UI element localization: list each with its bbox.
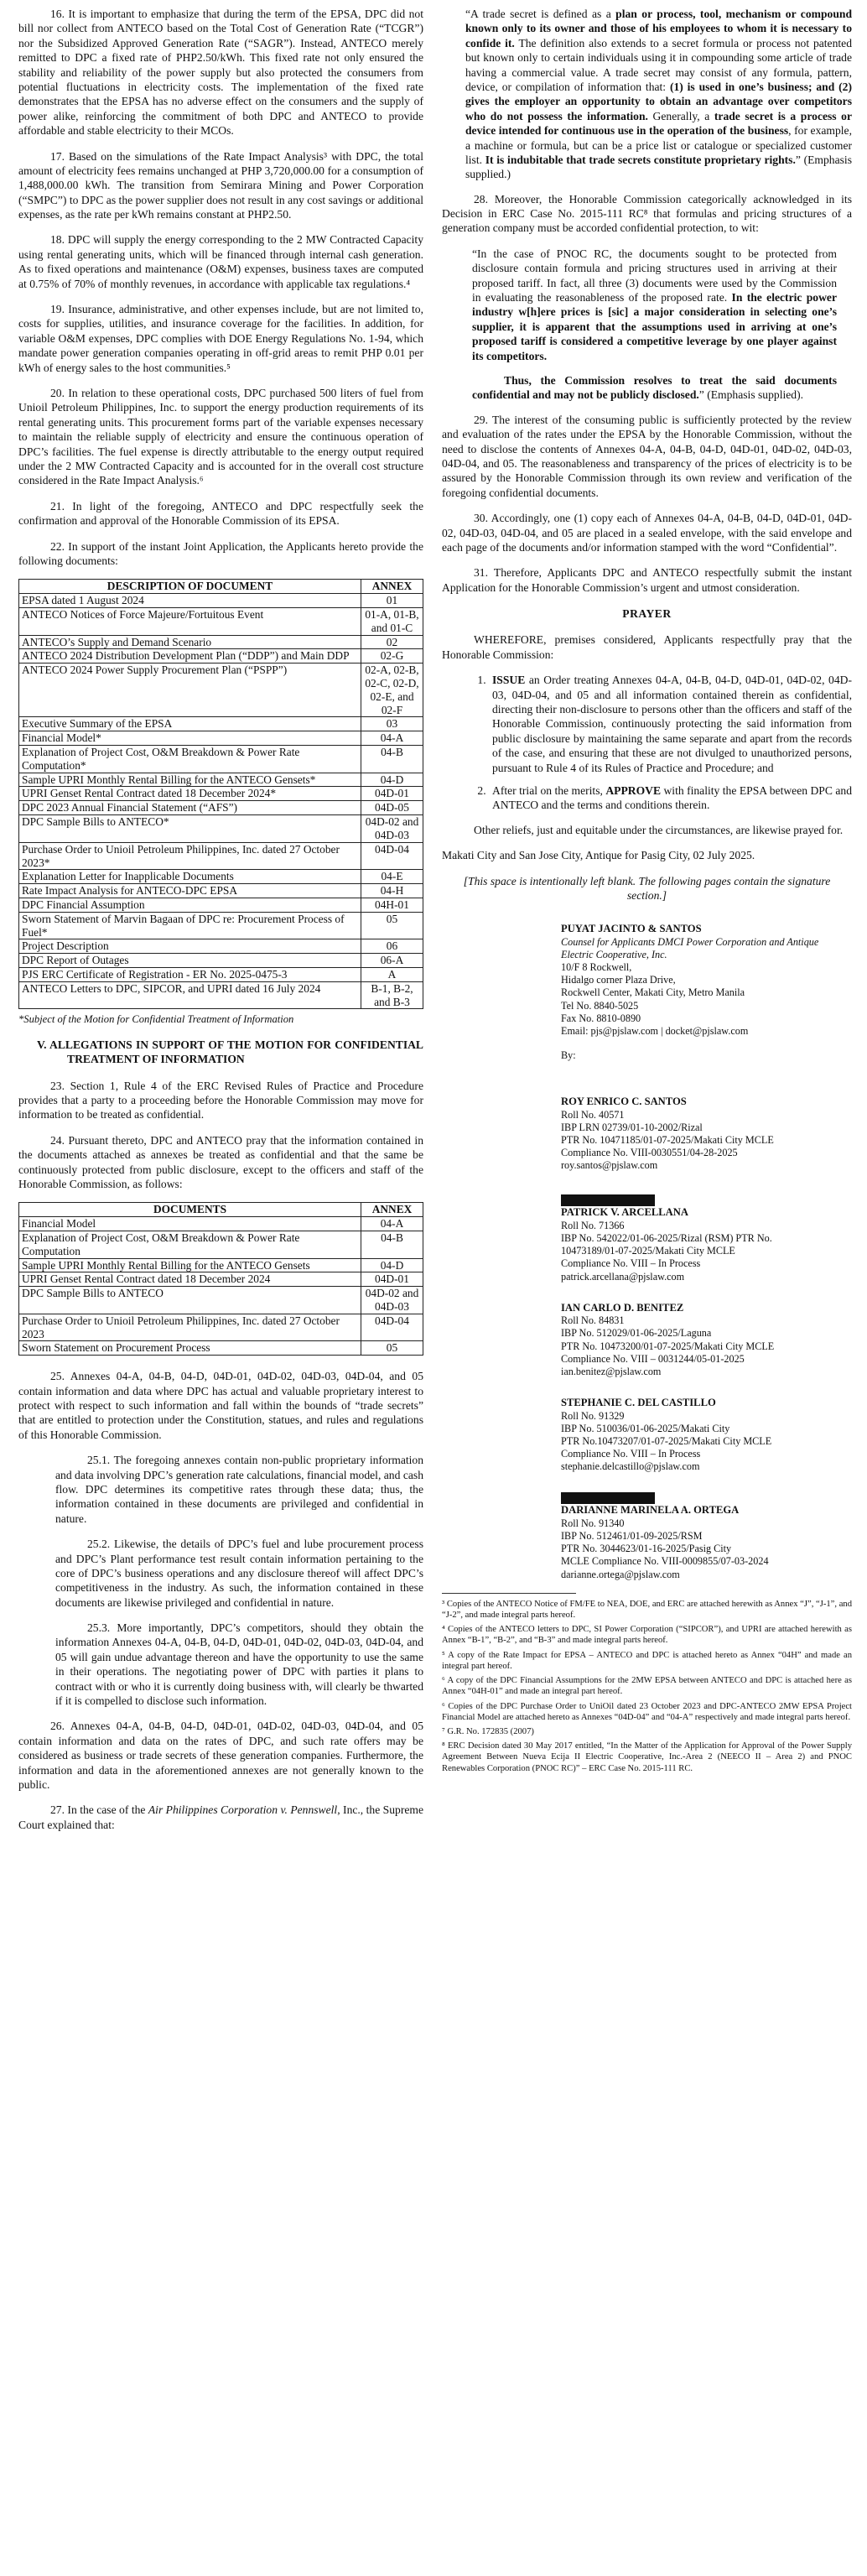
document-description: Sample UPRI Monthly Rental Billing for the ANTECO Gensets* [19,773,361,787]
table-row [19,912,423,939]
table-row [19,954,423,968]
prayer-list [489,673,852,813]
signatory-name: STEPHANIE C. DEL CASTILLO [561,1396,716,1408]
table-header: DOCUMENTS [19,1203,361,1217]
prayer-item-text: with finality the EPSA between DPC and ANTECO and the terms and conditions therein. [492,783,852,812]
paragraph-22: 22. In support of the instant Joint Application, the Applicants hereto provide the following documents: [18,539,423,567]
prayer-item-text: After trial on the merits, [492,783,606,797]
footnote: ⁷ G.R. No. 172835 (2007) [442,1726,534,1736]
signatory-detail: MCLE Compliance No. VIII-0009855/07-03-2024 [561,1555,769,1568]
footnote: ³ Copies of the ANTECO Notice of FM/FE to NEA, DOE, and ERC are attached herewith as Annex “J”, “J-1”, and “J-2”, and made integral parts hereof. [442,1599,852,1620]
table-row [19,664,423,717]
quote-text: ” (Emphasis supplied). [698,388,804,402]
table-row [19,981,423,1009]
firm-address-line: Tel No. 8840-5025 [561,999,639,1012]
by-label: By: [561,1049,576,1061]
firm-address-line: Email: pjs@pjslaw.com | docket@pjslaw.com [561,1024,749,1037]
table-row [19,787,423,801]
annex-code: 04-H [361,884,423,898]
table-row [19,746,423,773]
signatory-detail: IBP No. 510036/01-06-2025/Makati City [561,1422,730,1434]
annex-code: 04-B [361,1231,423,1258]
table-row [19,1258,423,1272]
paragraph-21: 21. In light of the foregoing, ANTECO and DPC respectfully seek the confirmation and approval of the Honorable Commission of its EPSA. [18,499,423,528]
paragraph-26: 26. Annexes 04-A, 04-B, 04-D, 04D-01, 04D-02, 04D-03, 04D-04, and 05 contain information and data on the rates of DPC, and such rate offers may be considered as business or trade secrets of these generation companies. Furthermore, the information and data in the aforementioned annexes are not generally known to the public. [18,1720,423,1791]
document-description: Rate Impact Analysis for ANTECO-DPC EPSA [19,884,361,898]
quote-text: “A trade secret is defined as a [465,8,616,20]
firm-name: PUYAT JACINTO & SANTOS [561,923,702,935]
paragraph-27 [18,1803,423,1832]
table-row [19,635,423,649]
signatory-detail: IBP No. 512461/01-09-2025/RSM [561,1530,703,1543]
paragraph-30: 30. Accordingly, one (1) copy each of Annexes 04-A, 04-B, 04-D, 04D-01, 04D-02, 04D-03, 04D-04, and 05 are placed in a sealed envelope, with the said envelope and each page of the documents and/or information stamped with the word “Confidential”. [442,512,852,554]
table-row [19,898,423,912]
signatory-detail: darianne.ortega@pjslaw.com [561,1568,680,1580]
annex-code: 04D-01 [361,787,423,801]
left-column [18,7,423,1843]
footnote-list [442,1599,852,1774]
firm-address-line: Hidalgo corner Plaza Drive, [561,974,676,986]
document-description: EPSA dated 1 August 2024 [19,594,361,608]
quote-bold: trade secret is a process or device intended for continuous use in the operation of the business [465,109,853,138]
annex-code: 06-A [361,954,423,968]
document-description: DPC Sample Bills to ANTECO* [19,815,361,843]
document-description: DPC 2023 Annual Financial Statement (“AFS”) [19,801,361,815]
signatory-detail: Roll No. 91340 [561,1517,625,1529]
counsel-line: Counsel for Applicants DMCI Power Corporation and Antique Electric Cooperative, Inc. [561,935,819,961]
document-description: Financial Model* [19,731,361,746]
confidential-documents-table [18,1202,423,1356]
table-row [19,649,423,664]
annex-code: 04D-04 [361,842,423,870]
signatory-detail: PTR No. 10473200/01-07-2025/Makati City MCLE [561,1340,775,1352]
signature-blocks [442,1095,852,1581]
signatory-detail: stephanie.delcastillo@pjslaw.com [561,1460,700,1473]
quote-text: , for example, a machine or formula, but can be a price list or catalogue or specialized customer list. [465,124,852,166]
paragraph-27-text-end: , Inc., the Supreme Court explained that: [18,1803,423,1831]
table-row [19,1272,423,1287]
prayer-item-2 [489,783,852,813]
annex-code: 02-A, 02-B, 02-C, 02-D, 02-E, and 02-F [361,664,423,717]
annex-code: 04-E [361,870,423,884]
signatory-detail: IBP No. 512029/01-06-2025/Laguna [561,1327,712,1340]
paragraph-29: 29. The interest of the consuming public is sufficiently protected by the review and evaluation of the rates under the EPSA by the Honorable Commission, without the need to disclose the contents of Annexes 04-A, 04-B, 04-D, 04D-01, 04D-02, 04D-03, 04D-04, and 05. The reasonableness and transparency of the prices of electricity is to be assured by the Honorable Commission through its own review and verification of the foregoing confidential documents. [442,413,852,499]
annex-code: 01 [361,594,423,608]
prayer-item-text: an Order treating Annexes 04-A, 04-B, 04-D, 04D-01, 04D-02, 04D-03, 04D-04, and 05 and all information contained therein as confidential, directing their non-disclosure to persons other than the officers and staff of the Honorable Commission, continuously protecting the said information from public disclosure by maintaining the same separate and apart from the records of the case, and ensuring that these are not divulged to unauthorized persons, pursuant to Rule 4 of its Rules of Practice and Procedure; and [492,674,852,774]
paragraph-25: 25. Annexes 04-A, 04-B, 04-D, 04D-01, 04D-02, 04D-03, 04D-04, and 05 contain information and data where DPC has actual and valuable proprietary interest to protect with respect to such information and fall within the bounds of “trade secrets” that are entitled to protection under the Constitution, statues, and rules and regulations of this Honorable Commission. [18,1370,423,1441]
annex-code: 04-D [361,1258,423,1272]
paragraph-16: 16. It is important to emphasize that during the term of the EPSA, DPC did not bill nor collect from ANTECO based on the Total Cost of Generation Rate (“TCGR”) nor the Subsidized Approved Generation Rate (“SAGR”). Instead, ANTECO merely remitted to DPC a fixed rate of PHP2.50/kWh. This fixed rate not only ensured the stability and reliability of the power supply but also protected the consumers from potential fluctuations in electricity costs. The implementation of the fixed rate demonstrates that the EPSA has no adverse effect on the consumers and the supply of power alike, reinforcing the commitment of both DPC and ANTECO to provide affordable and stable electricity to their MCOs. [18,8,423,138]
annex-code: A [361,968,423,982]
firm-address-line: Fax No. 8810-0890 [561,1012,641,1024]
document-description: ANTECO Notices of Force Majeure/Fortuitous Event [19,607,361,635]
document-description: ANTECO’s Supply and Demand Scenario [19,635,361,649]
annex-code: 02 [361,635,423,649]
section-heading-v: V. ALLEGATIONS IN SUPPORT OF THE MOTION FOR CONFIDENTIAL TREATMENT OF INFORMATION [37,1038,423,1065]
table-row [19,870,423,884]
table-header: DESCRIPTION OF DOCUMENT [19,580,361,594]
document-description: Sworn Statement of Marvin Bagaan of DPC re: Procurement Process of Fuel* [19,912,361,939]
table-row [19,1287,423,1314]
table-row [19,731,423,746]
document-description: Sworn Statement on Procurement Process [19,1341,361,1356]
document-description: Project Description [19,939,361,954]
signature-block [561,1194,852,1283]
quote-bold: plan or process, tool, mechanism or compound known only to its owner and those of his employees to whom it is necessary to confide it. [465,8,852,49]
signatory-detail: Compliance No. VIII-0030551/04-28-2025 [561,1147,738,1159]
firm-address-line: Rockwell Center, Makati City, Metro Manila [561,986,745,999]
firm-address-line: 10/F 8 Rockwell, [561,961,632,974]
table-row [19,801,423,815]
document-description: UPRI Genset Rental Contract dated 18 December 2024 [19,1272,361,1287]
signature-block [561,1095,852,1172]
table-header: ANNEX [361,1203,423,1217]
signatory-name: IAN CARLO D. BENITEZ [561,1301,684,1314]
annex-code: 04D-01 [361,1272,423,1287]
paragraph-17: 17. Based on the simulations of the Rate Impact Analysis³ with DPC, the total amount of electricity fees remains unchanged at PHP 3,720,000.00 for a consumption of 1,488,000.00 kWh. The transition from Semirara Mining and Power Corporation (“SMPC”) to DPC as the power supplier does not result in any cost savings or additional expenses, as the rate per kWh remains constant at PHP2.50. [18,149,423,221]
document-description: Explanation of Project Cost, O&M Breakdown & Power Rate Computation* [19,746,361,773]
quote-bold: In the electric power industry w[h]ere prices is [sic] a major consideration in selecting one’s supplier, it is apparent that the assumptions used in arriving at one’s proposed tariff is considered a competitive leverage by one player against its competitors. [472,291,837,362]
quote-bold: Thus, the Commission resolves to treat the said documents confidential and may not be publicly disclosed. [472,373,837,402]
table-row [19,884,423,898]
annex-code: 03 [361,717,423,731]
quote-text: “In the case of PNOC RC, the documents sought to be protected from disclosure contain formula and pricing structures used in arriving at their proposed tariff. In fact, all three (3) documents were used by the Commission in evaluating the reasonableness of the proposed rate. [472,247,837,304]
place-and-date: Makati City and San Jose City, Antique for Pasig City, 02 July 2025. [442,849,755,862]
table-row [19,1314,423,1341]
wherefore-paragraph: WHEREFORE, premises considered, Applicants respectfully pray that the Honorable Commission: [442,633,852,661]
redacted-signature [561,1194,655,1206]
documents-table [18,579,423,1009]
signature-area [561,1491,852,1504]
signature-block [561,1397,852,1473]
table-row [19,842,423,870]
signatory-detail: patrick.arcellana@pjslaw.com [561,1270,685,1283]
annex-code: 06 [361,939,423,954]
quote-text: ” (Emphasis supplied.) [465,153,852,181]
table-header: ANNEX [361,580,423,594]
paragraph-31: 31. Therefore, Applicants DPC and ANTECO respectfully submit the instant Application for the Honorable Commission’s urgent and utmost consideration. [442,566,852,594]
annex-code: 01-A, 01-B, and 01-C [361,607,423,635]
document-description: Explanation Letter for Inapplicable Documents [19,870,361,884]
annex-code: 04D-02 and 04D-03 [361,815,423,843]
annex-code: 04D-04 [361,1314,423,1341]
annex-code: 05 [361,912,423,939]
approve-label: APPROVE [605,783,662,797]
table-row [19,1341,423,1356]
trade-secret-quote [465,7,852,182]
signature-block [561,1302,852,1378]
signatory-name: PATRICK V. ARCELLANA [561,1206,688,1219]
pnoc-quote-conclusion [472,373,837,403]
signatory-name: DARIANNE MARINELA A. ORTEGA [561,1504,740,1517]
quote-text: A trade secret may consist of any formula, pattern, device, or compilation of information that: [465,65,852,93]
blank-space-note: [This space is intentionally left blank. The following pages contain the signature section.] [463,874,831,902]
annex-code: 04H-01 [361,898,423,912]
annex-code: 04D-05 [361,801,423,815]
quote-bold: (1) is used in one’s business; and (2) gives the employer an opportunity to obtain an advantage over competitors who do not possess the information. [465,80,852,122]
quote-text: The definition also extends to a secret formula or process not patented but known only to certain individuals using it in compounding some article of trade having a commercial value. [465,36,852,79]
other-reliefs: Other reliefs, just and equitable under the circumstances, are likewise prayed for. [474,823,844,836]
quote-bold: It is indubitable that trade secrets constitute proprietary rights. [485,153,796,166]
annex-code: 04-B [361,746,423,773]
table-row [19,594,423,608]
annex-code: 04D-02 and 04D-03 [361,1287,423,1314]
document-description: DPC Financial Assumption [19,898,361,912]
paragraph-24: 24. Pursuant thereto, DPC and ANTECO pray that the information contained in the documents attached as annexes be treated as confidential and that the same be continuously protected from public disclosure, except to the officers and staff of the Honorable Commission, as follows: [18,1133,423,1190]
annex-code: 02-G [361,649,423,664]
paragraph-20: 20. In relation to these operational costs, DPC purchased 500 liters of fuel from Unioil Petroleum Philippines, Inc. to support the energy production requirements of its rental generating units. This procurement forms part of the variable expenses necessary to maintain the reliable supply of electricity and ensure the continuous operation of DPC’s facilities. The fuel expense is directly attributable to the energy output required under the 2 MW Contracted Capacity and is accounted for in the overall cost structure considered in the Rate Impact Analysis.⁶ [18,386,423,487]
document-description: Purchase Order to Unioil Petroleum Philippines, Inc. dated 27 October 2023* [19,842,361,870]
paragraph-18: 18. DPC will supply the energy corresponding to the 2 MW Contracted Capacity using rental generating units, which will be financed through internal cash generation. As to fixed operations and maintenance (O&M) expenses, business taxes are computed at 0.75% of 70% of monthly revenues, in accordance with applicable tax regulations.⁴ [18,233,423,290]
document-description: Financial Model [19,1217,361,1231]
paragraph-28: 28. Moreover, the Honorable Commission categorically acknowledged in its Decision in ERC Case No. 2015-111 RC⁸ that formulas and pricing structures of a generation company must be accorded confidential protection, to wit: [442,192,852,235]
footnotes [442,1593,852,1774]
prayer-heading: PRAYER [622,607,672,621]
case-name: Air Philippines Corporation v. Pennswell [148,1803,338,1817]
law-firm-block [561,923,852,1062]
annex-code: 04-A [361,731,423,746]
signature-area [561,1194,852,1206]
table-row [19,939,423,954]
document-description: PJS ERC Certificate of Registration - ER No. 2025-0475-3 [19,968,361,982]
footnote: ⁵ A copy of the Rate Impact for EPSA – ANTECO and DPC is attached hereto as Annex “04H” and made an integral part hereof. [442,1650,852,1671]
signatory-detail: Roll No. 84831 [561,1314,625,1327]
document-description: Explanation of Project Cost, O&M Breakdown & Power Rate Computation [19,1231,361,1258]
table-row [19,1231,423,1258]
document-description: ANTECO 2024 Power Supply Procurement Plan (“PSPP”) [19,664,361,717]
issue-label: ISSUE [492,674,526,687]
signatory-detail: Compliance No. VIII – 0031244/05-01-2025 [561,1352,745,1365]
paragraph-19: 19. Insurance, administrative, and other expenses include, but are not limited to, costs for supplies, utilities, and insurance coverage for the facilities. In addition, for variable O&M expenses, DPC complies with DOE Energy Regulations No. 1-94, which mandate power generation companies operating in off-grid areas to remit PHP 0.01 per kWh of energy sales to the host communities.⁵ [18,303,423,374]
paragraph-23: 23. Section 1, Rule 4 of the ERC Revised Rules of Practice and Procedure provides that a party to a proceeding before the Honorable Commission may move for information to be treated as confidential. [18,1079,423,1121]
signatory-detail: IBP No. 542022/01-06-2025/Rizal (RSM) PTR No. [561,1232,772,1245]
table-row [19,773,423,787]
annex-code: 05 [361,1341,423,1356]
signatory-detail: Roll No. 40571 [561,1108,625,1121]
annex-code: B-1, B-2, and B-3 [361,981,423,1009]
footnote: ⁴ Copies of the ANTECO letters to DPC, SI Power Corporation (“SIPCOR”), and UPRI are attached herewith as Annex “B-1”, “B-2”, and “B-3” and made integral parts hereof. [442,1625,852,1646]
paragraph-27-text: 27. In the case of the [50,1803,148,1817]
signatory-name: ROY ENRICO C. SANTOS [561,1095,687,1108]
document-description: DPC Report of Outages [19,954,361,968]
right-column [442,7,852,1777]
document-description: Executive Summary of the EPSA [19,717,361,731]
signatory-detail: PTR No. 3044623/01-16-2025/Pasig City [561,1543,732,1555]
prayer-item-1 [489,673,852,775]
table-row [19,1217,423,1231]
footnote: ⁸ ERC Decision dated 30 May 2017 entitled, “In the Matter of the Application for Approval of the Power Supply Agreement Between Nueva Ecija II Electric Cooperative, Inc.-Area 2 (NEECO II – Area 2) and PNOC Renewables Corporation (PNOC RC)” – ERC Case No. 2015-111 RC. [442,1741,852,1773]
footnote-divider [442,1593,576,1594]
signatory-detail: Roll No. 71366 [561,1220,625,1232]
signatory-detail: Compliance No. VIII – In Process [561,1447,701,1460]
signatory-detail: IBP LRN 02739/01-10-2002/Rizal [561,1121,703,1133]
pnoc-quote [472,247,837,363]
annex-code: 04-A [361,1217,423,1231]
annex-code: 04-D [361,773,423,787]
document-description: ANTECO 2024 Distribution Development Plan (“DDP”) and Main DDP [19,649,361,664]
quote-text: Generally, a [647,109,714,122]
paragraph-25-2: 25.2. Likewise, the details of DPC’s fuel and lube procurement process and DPC’s Plant performance test result contain information pertaining to the core of DPC’s business operations and any disclosure thereof will affect DPC’s competitiveness in the industry. As such, the information contained in these documents are likewise privileged and confidential in nature. [55,1538,423,1609]
footnote: ⁶ A copy of the DPC Financial Assumptions for the 2MW EPSA between ANTECO and DPC is attached here as Annex “04H-01” and made an integral part hereof. [442,1676,852,1697]
table-row [19,717,423,731]
document-description: DPC Sample Bills to ANTECO [19,1287,361,1314]
signatory-detail: PTR No. 10471185/01-07-2025/Makati City MCLE [561,1133,774,1146]
paragraph-25-1: 25.1. The foregoing annexes contain non-public proprietary information and data involving DPC’s generation rate calculations, financial model, and cash flow. DPC determines its competitive rates through these data; thus, the information contained in these documents are privileged and confidential in nature. [55,1454,423,1525]
signatory-detail: Roll No. 91329 [561,1409,625,1422]
signatory-detail: PTR No.10473207/01-07-2025/Makati City MCLE [561,1434,772,1447]
document-description: ANTECO Letters to DPC, SIPCOR, and UPRI dated 16 July 2024 [19,981,361,1009]
redacted-signature [561,1492,655,1504]
signatory-detail: ian.benitez@pjslaw.com [561,1365,662,1377]
table-row [19,607,423,635]
paragraph-25-3: 25.3. More importantly, DPC’s competitors, should they obtain the information Annexes 04-A, 04-B, 04-D, 04D-01, 04D-02, 04D-03, 04D-04, and 05 will gain undue advantage thereon and have the opportunity to use the same in their operations. The negotiating power of DPC with parties it plans to contract with or who it is currently doing business with, will clearly be thwarted if it is compelled to disclose such information. [55,1621,423,1708]
document-description: Sample UPRI Monthly Rental Billing for the ANTECO Gensets [19,1258,361,1272]
document-description: UPRI Genset Rental Contract dated 18 December 2024* [19,787,361,801]
table-footnote: *Subject of the Motion for Confidential Treatment of Information [18,1013,294,1026]
footnote: ⁶ Copies of the DPC Purchase Order to UniOil dated 23 October 2023 and DPC-ANTECO 2MW EPSA Project Financial Model are attached hereto as Annexes “04D-04” and “04-A” respectively and made integral parts hereof. [442,1701,852,1722]
signatory-detail: roy.santos@pjslaw.com [561,1159,658,1172]
table-row [19,968,423,982]
signatory-detail: Compliance No. VIII – In Process [561,1257,701,1270]
table-row [19,815,423,843]
document-description: Purchase Order to Unioil Petroleum Philippines, Inc. dated 27 October 2023 [19,1314,361,1341]
signature-block [561,1491,852,1580]
signatory-detail: 10473189/01-07-2025/Makati City MCLE [561,1245,735,1257]
